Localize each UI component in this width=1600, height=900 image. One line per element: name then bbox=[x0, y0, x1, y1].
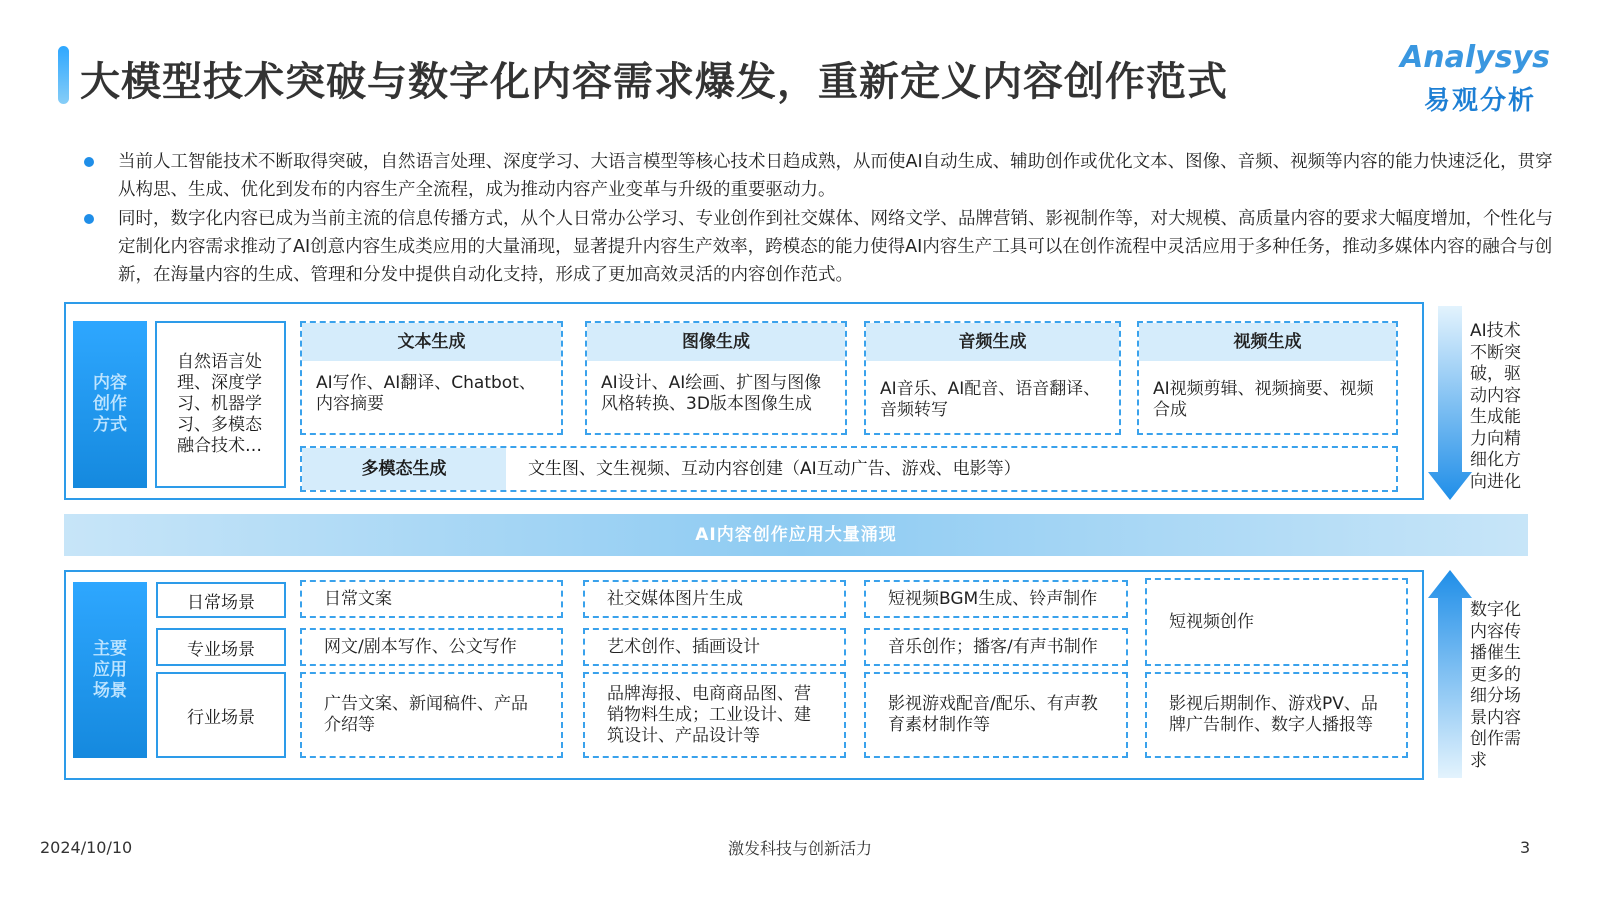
scene-industry: 行业场景 bbox=[156, 672, 286, 758]
bullet-text: 同时，数字化内容已成为当前主流的信息传播方式，从个人日常办公学习、专业创作到社交媒体、网络文学、品牌营销、影视制作等，对大规模、高质量内容的要求大幅度增加，个性化与定制化内容需求推动了AI创意内容生成类应用的大量涌现，显著提升内容生产效率，跨模态的能力使得AI内容生产工具可以在创作流程中灵活应用于多种任务，推动多媒体内容的融合与创新，在海量内容的生成、管理和分发中提供自动化支持，形成了更加高效灵活的内容创作范式。 bbox=[118, 209, 1553, 285]
page-number: 3 bbox=[1520, 838, 1531, 857]
logo-english: Analysys bbox=[1400, 40, 1550, 75]
scene-daily: 日常场景 bbox=[156, 582, 286, 618]
cell-video-daily-professional: 短视频创作 bbox=[1145, 578, 1408, 666]
cell-text-daily: 日常文案 bbox=[300, 580, 563, 618]
footer-date: 2024/10/10 bbox=[40, 838, 133, 857]
title-accent-bar bbox=[58, 46, 69, 104]
category-text-generation bbox=[300, 321, 563, 435]
arrow-up-icon bbox=[1428, 570, 1472, 778]
logo-chinese: 易观分析 bbox=[1423, 86, 1536, 116]
category-body: AI视频剪辑、视频摘要、视频合成 bbox=[1153, 379, 1374, 420]
multimodal-body: 文生图、文生视频、互动内容创建（AI互动广告、游戏、电影等） bbox=[528, 459, 1021, 479]
cell-image-daily: 社交媒体图片生成 bbox=[583, 580, 846, 618]
category-head: 文本生成 bbox=[302, 323, 561, 361]
bullet-dot-icon bbox=[84, 214, 94, 224]
core-tech-box bbox=[155, 321, 286, 488]
multimodal-generation-row bbox=[300, 446, 1398, 492]
scene-professional: 专业场景 bbox=[156, 628, 286, 666]
footer-slogan: 激发科技与创新活力 bbox=[727, 839, 872, 858]
content-creation-label: 内容创作方式 bbox=[73, 321, 147, 488]
lower-arrow-note: 数字化内容传播催生更多的细分场景内容创作需求 bbox=[1470, 600, 1521, 771]
cell-video-industry: 影视后期制作、游戏PV、品牌广告制作、数字人播报等 bbox=[1145, 672, 1408, 758]
cell-audio-daily: 短视频BGM生成、铃声制作 bbox=[864, 580, 1128, 618]
cell-audio-industry: 影视游戏配音/配乐、有声教育素材制作等 bbox=[864, 672, 1128, 758]
multimodal-head: 多模态生成 bbox=[302, 448, 506, 490]
analysys-logo bbox=[1390, 40, 1550, 114]
cell-image-professional: 艺术创作、插画设计 bbox=[583, 628, 846, 666]
category-image-generation bbox=[585, 321, 847, 435]
category-audio-generation bbox=[864, 321, 1121, 435]
category-body: AI设计、AI绘画、扩图与图像风格转换、3D版本图像生成 bbox=[601, 373, 822, 414]
cell-audio-professional: 音乐创作；播客/有声书制作 bbox=[864, 628, 1128, 666]
bullet-text: 当前人工智能技术不断取得突破，自然语言处理、深度学习、大语言模型等核心技术日趋成熟，从而使AI自动生成、辅助创作或优化文本、图像、音频、视频等内容的能力快速泛化，贯穿从构思、生成、优化到发布的内容生产全流程，成为推动内容产业变革与升级的重要驱动力。 bbox=[118, 152, 1553, 200]
ai-apps-emerge-band: AI内容创作应用大量涌现 bbox=[64, 514, 1528, 556]
upper-arrow-note: AI技术不断突破，驱动内容生成能力向精细化方向进化 bbox=[1470, 321, 1521, 492]
category-body: AI写作、AI翻译、Chatbot、内容摘要 bbox=[316, 373, 536, 414]
cell-text-professional: 网文/剧本写作、公文写作 bbox=[300, 628, 563, 666]
bullet-item bbox=[84, 205, 1554, 289]
category-video-generation bbox=[1137, 321, 1398, 435]
cell-text-industry: 广告文案、新闻稿件、产品介绍等 bbox=[300, 672, 563, 758]
category-head: 图像生成 bbox=[587, 323, 845, 361]
bullet-item bbox=[84, 148, 1554, 204]
core-tech-text: 自然语言处理、深度学习、机器学习、多模态融合技术… bbox=[177, 352, 262, 456]
bullet-dot-icon bbox=[84, 157, 94, 167]
category-body: AI音乐、AI配音、语音翻译、音频转写 bbox=[880, 379, 1101, 420]
intro-bullets bbox=[84, 148, 1554, 290]
application-scenes-label: 主要应用场景 bbox=[73, 582, 147, 758]
arrow-down-icon bbox=[1428, 306, 1472, 500]
category-head: 视频生成 bbox=[1139, 323, 1396, 361]
category-head: 音频生成 bbox=[866, 323, 1119, 361]
cell-image-industry: 品牌海报、电商商品图、营销物料生成；工业设计、建筑设计、产品设计等 bbox=[583, 672, 846, 758]
page-title: 大模型技术突破与数字化内容需求爆发，重新定义内容创作范式 bbox=[80, 59, 1228, 105]
